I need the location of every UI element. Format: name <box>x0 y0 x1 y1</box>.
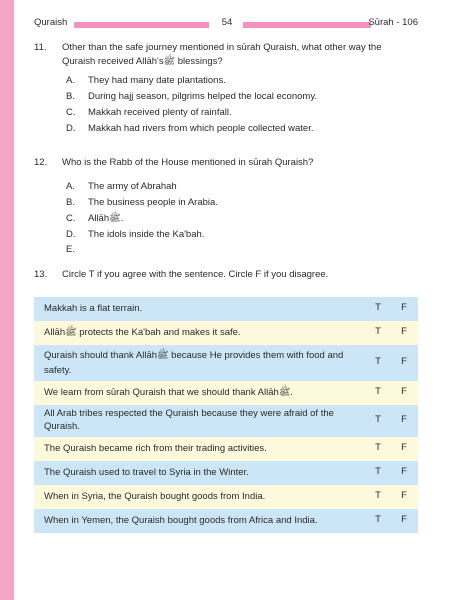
option-text: Makkah had rivers from which people collected water. <box>88 123 314 134</box>
table-row <box>34 461 418 485</box>
false-option[interactable]: F <box>401 442 407 453</box>
table-row <box>34 485 418 509</box>
true-option[interactable]: T <box>375 466 381 477</box>
option[interactable] <box>66 243 406 257</box>
false-option[interactable]: F <box>401 356 407 367</box>
statement-text: Quraish should thank Allāhﷺ because He provides them with food and safety. <box>44 350 344 376</box>
statement-text: When in Syria, the Quraish bought goods from India. <box>44 491 266 502</box>
false-option[interactable]: F <box>401 466 407 477</box>
option[interactable] <box>66 90 406 104</box>
statement-text: All Arab tribes respected the Quraish because they were afraid of the Quraish. <box>44 408 334 432</box>
option-text: During hajj season, pilgrims helped the local economy. <box>88 91 318 102</box>
false-option[interactable]: F <box>401 514 407 525</box>
option-text: The business people in Arabia. <box>88 197 218 208</box>
page-header <box>34 17 418 31</box>
table-row <box>34 509 418 533</box>
side-color-strip <box>0 0 14 600</box>
false-option[interactable]: F <box>401 302 407 313</box>
option[interactable] <box>66 180 406 194</box>
option-letter: A. <box>66 75 75 86</box>
table-row <box>34 345 418 381</box>
table-row <box>34 405 418 437</box>
statement-text: The Quraish used to travel to Syria in the Winter. <box>44 467 249 478</box>
option-letter: C. <box>66 107 76 118</box>
true-option[interactable]: T <box>375 326 381 337</box>
false-option[interactable]: F <box>401 386 407 397</box>
question-number: 11. <box>34 42 47 53</box>
option-letter: C. <box>66 213 76 224</box>
option-text: The idols inside the Ka'bah. <box>88 229 205 240</box>
statement-text: We learn from sūrah Quraish that we should thank Allāhﷺ. <box>44 387 293 398</box>
question-text: Circle T if you agree with the sentence. Circle F if you disagree. <box>62 269 329 280</box>
false-option[interactable]: F <box>401 414 407 425</box>
header-decor-bar-left <box>74 22 209 28</box>
option-letter: D. <box>66 229 76 240</box>
table-row <box>34 381 418 405</box>
question-text: Other than the safe journey mentioned in sūrah Quraish, what other way the Quraish received Allāh'sﷺ blessings? <box>62 42 382 67</box>
header-chapter-name: Quraish <box>34 17 68 28</box>
header-surah-number: Sūrah - 106 <box>368 17 418 28</box>
question-number: 13. <box>34 269 48 280</box>
statement-text: Allāhﷺ protects the Ka'bah and makes it safe. <box>44 327 241 338</box>
table-row <box>34 321 418 345</box>
option-letter: B. <box>66 91 75 102</box>
true-option[interactable]: T <box>375 414 381 425</box>
option-text: Makkah received plenty of rainfall. <box>88 107 232 118</box>
option[interactable] <box>66 196 406 210</box>
option[interactable] <box>66 74 406 88</box>
statement-text: The Quraish became rich from their trading activities. <box>44 443 267 454</box>
statement-text: Makkah is a flat terrain. <box>44 303 143 314</box>
true-option[interactable]: T <box>375 386 381 397</box>
option-letter: B. <box>66 197 75 208</box>
header-decor-bar-right <box>243 22 371 28</box>
table-row <box>34 297 418 321</box>
true-option[interactable]: T <box>375 356 381 367</box>
false-option[interactable]: F <box>401 326 407 337</box>
page-number: 54 <box>221 17 233 28</box>
option-text: Allāhﷺ. <box>88 213 124 224</box>
true-option[interactable]: T <box>375 490 381 501</box>
option-letter: E. <box>66 244 75 255</box>
true-option[interactable]: T <box>375 514 381 525</box>
true-option[interactable]: T <box>375 442 381 453</box>
option-letter: D. <box>66 123 76 134</box>
option-letter: A. <box>66 181 75 192</box>
table-row <box>34 437 418 461</box>
option[interactable] <box>66 106 406 120</box>
option-text: The army of Abrahah <box>88 181 177 192</box>
false-option[interactable]: F <box>401 490 407 501</box>
option[interactable] <box>66 122 406 136</box>
option-text: They had many date plantations. <box>88 75 226 86</box>
statement-text: When in Yemen, the Quraish bought goods from Africa and India. <box>44 515 318 526</box>
true-option[interactable]: T <box>375 302 381 313</box>
option[interactable] <box>66 228 406 242</box>
question-text: Who is the Rabb of the House mentioned in sūrah Quraish? <box>62 157 314 168</box>
option[interactable] <box>66 212 406 226</box>
question-number: 12. <box>34 157 48 168</box>
